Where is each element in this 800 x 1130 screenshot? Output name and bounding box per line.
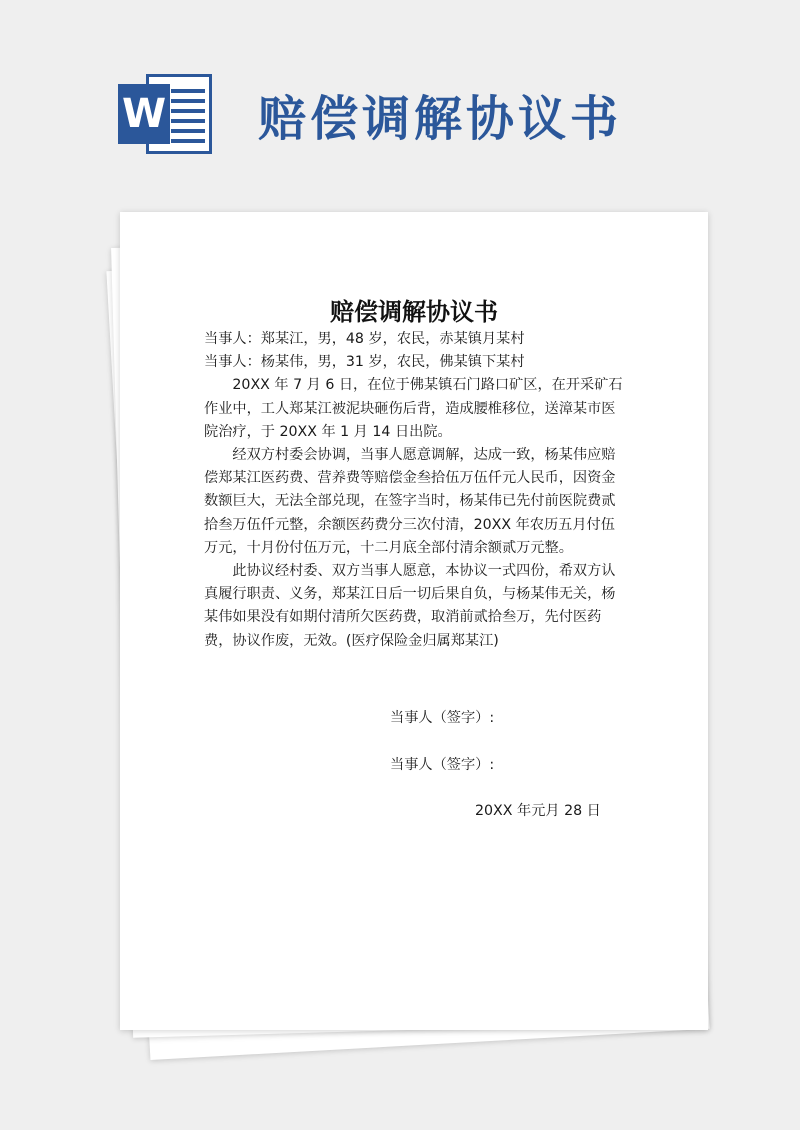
word-logo-icon xyxy=(118,72,214,156)
header-title: 赔偿调解协议书 xyxy=(258,91,623,147)
signature-line-2: 当事人（签字）: xyxy=(390,757,495,773)
party-2-line: 当事人：杨某伟，男，31 岁，农民，佛某镇下某村 xyxy=(204,354,525,371)
document-title: 赔偿调解协议书 xyxy=(330,298,498,326)
terms-paragraph: 此协议经村委、双方当事人愿意，本协议一式四份，希双方认真履行职责、义务，郑某江日后一切后果自负，与杨某伟无关，杨某伟如果没有如期付清所欠医药费，取消前贰拾叁万，先付医药费，协议作废，无效。(医疗保险金归属郑某江) xyxy=(204,563,616,649)
party-1-line: 当事人：郑某江，男，48 岁，农民，赤某镇月某村 xyxy=(204,331,525,347)
header-banner xyxy=(0,0,800,190)
agreement-date: 20XX 年元月 28 日 xyxy=(475,803,601,819)
incident-paragraph: 20XX 年 7 月 6 日，在位于佛某镇石门路口矿区，在开采矿石作业中，工人郑某江被泥块砸伤后背，造成腰椎移位，送漳某市医院治疗，于 20XX 年 1 月 14 日出院。 xyxy=(204,377,623,440)
document-body xyxy=(204,328,624,653)
settlement-paragraph: 经双方村委会协调，当事人愿意调解，达成一致，杨某伟应赔偿郑某江医药费、营养费等赔偿金叁拾伍万伍仟元人民币，因资金数额巨大，无法全部兑现，在签字当时，杨某伟已先付前医院费贰拾叁万伍仟元整，余额医药费分三次付清，20XX 年农历五月付伍万元，十月份付伍万元，十二月底全部付清余额贰万元整。 xyxy=(204,447,616,556)
document-page xyxy=(120,212,708,1030)
signature-line-1: 当事人（签字）: xyxy=(390,710,495,726)
word-logo-letter: W xyxy=(118,84,170,144)
